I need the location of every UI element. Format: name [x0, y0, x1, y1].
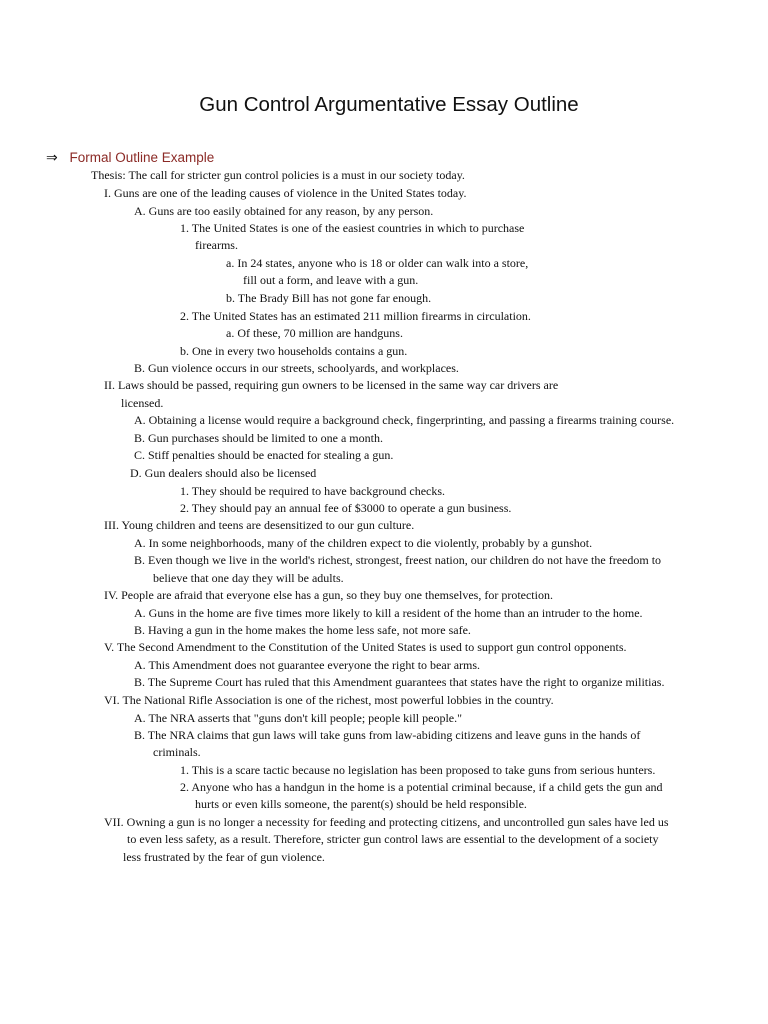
outline-line: IV. People are afraid that everyone else has a gun, so they buy one themselves, for protection. [104, 588, 553, 602]
outline-line: A. This Amendment does not guarantee everyone the right to bear arms. [134, 658, 481, 672]
outline-line: B. Even though we live in the world's richest, strongest, freest nation, our children do not have the freedom to [134, 553, 662, 567]
outline-line: B. Gun purchases should be limited to one a month. [134, 431, 383, 445]
outline-line: A. Obtaining a license would require a background check, fingerprinting, and passing a firearms training course. [134, 413, 675, 427]
outline-line: 2. They should pay an annual fee of $3000 to operate a gun business. [180, 501, 512, 515]
outline-line: B. Having a gun in the home makes the home less safe, not more safe. [134, 623, 471, 637]
outline-line: II. Laws should be passed, requiring gun owners to be licensed in the same way car drivers are [104, 378, 559, 392]
outline-line: b. The Brady Bill has not gone far enough. [226, 291, 432, 305]
outline-line: B. Gun violence occurs in our streets, schoolyards, and workplaces. [134, 361, 459, 375]
outline-line: C. Stiff penalties should be enacted for stealing a gun. [134, 448, 394, 462]
outline-line: VII. Owning a gun is no longer a necessity for feeding and protecting citizens, and uncontrolled gun sales have led us [104, 815, 669, 829]
outline-line: hurts or even kills someone, the parent(s) should be held responsible. [195, 797, 527, 811]
outline-line: VI. The National Rifle Association is one of the richest, most powerful lobbies in the country. [104, 693, 554, 707]
document-title: Gun Control Argumentative Essay Outline [199, 93, 579, 116]
outline-line: criminals. [153, 745, 201, 759]
outline-line: B. The NRA claims that gun laws will take guns from law-abiding citizens and leave guns in the hands of [134, 728, 641, 742]
outline-line: 1. The United States is one of the easiest countries in which to purchase [180, 221, 525, 235]
outline-line: Thesis: The call for stricter gun control policies is a must in our society today. [91, 168, 465, 182]
outline-line: 1. They should be required to have background checks. [180, 484, 446, 498]
outline-line: b. One in every two households contains a gun. [180, 344, 408, 358]
outline-line: 2. The United States has an estimated 211 million firearms in circulation. [180, 309, 531, 323]
outline-line: A. In some neighborhoods, many of the children expect to die violently, probably by a gunshot. [134, 536, 593, 550]
outline-line: III. Young children and teens are desensitized to our gun culture. [104, 518, 415, 532]
outline-line: a. In 24 states, anyone who is 18 or older can walk into a store, [226, 256, 529, 270]
outline-line: D. Gun dealers should also be licensed [130, 466, 317, 480]
outline-line: I. Guns are one of the leading causes of violence in the United States today. [104, 186, 467, 200]
outline-line: licensed. [121, 396, 164, 410]
outline-line: a. Of these, 70 million are handguns. [226, 326, 403, 340]
outline-line: less frustrated by the fear of gun violence. [123, 850, 325, 864]
outline-line: to even less safety, as a result. Therefore, stricter gun control laws are essential to the development of a society [127, 832, 659, 846]
arrow-right-icon: ⇒ [46, 149, 58, 165]
outline-line: V. The Second Amendment to the Constitution of the United States is used to support gun control opponents. [104, 640, 627, 654]
outline-line: fill out a form, and leave with a gun. [243, 273, 419, 287]
outline-line: firearms. [195, 238, 238, 252]
section-heading [46, 149, 214, 166]
section-heading-text: Formal Outline Example [69, 150, 215, 165]
outline-line: A. The NRA asserts that "guns don't kill people; people kill people." [134, 711, 463, 725]
outline-line: A. Guns in the home are five times more likely to kill a resident of the home than an intruder to the home. [134, 606, 643, 620]
outline-line: A. Guns are too easily obtained for any reason, by any person. [134, 204, 434, 218]
outline-line: 2. Anyone who has a handgun in the home is a potential criminal because, if a child gets the gun and [180, 780, 663, 794]
outline-line: B. The Supreme Court has ruled that this Amendment guarantees that states have the right to organize militias. [134, 675, 665, 689]
outline-line: believe that one day they will be adults. [153, 571, 344, 585]
outline-line: 1. This is a scare tactic because no legislation has been proposed to take guns from serious hunters. [180, 763, 656, 777]
